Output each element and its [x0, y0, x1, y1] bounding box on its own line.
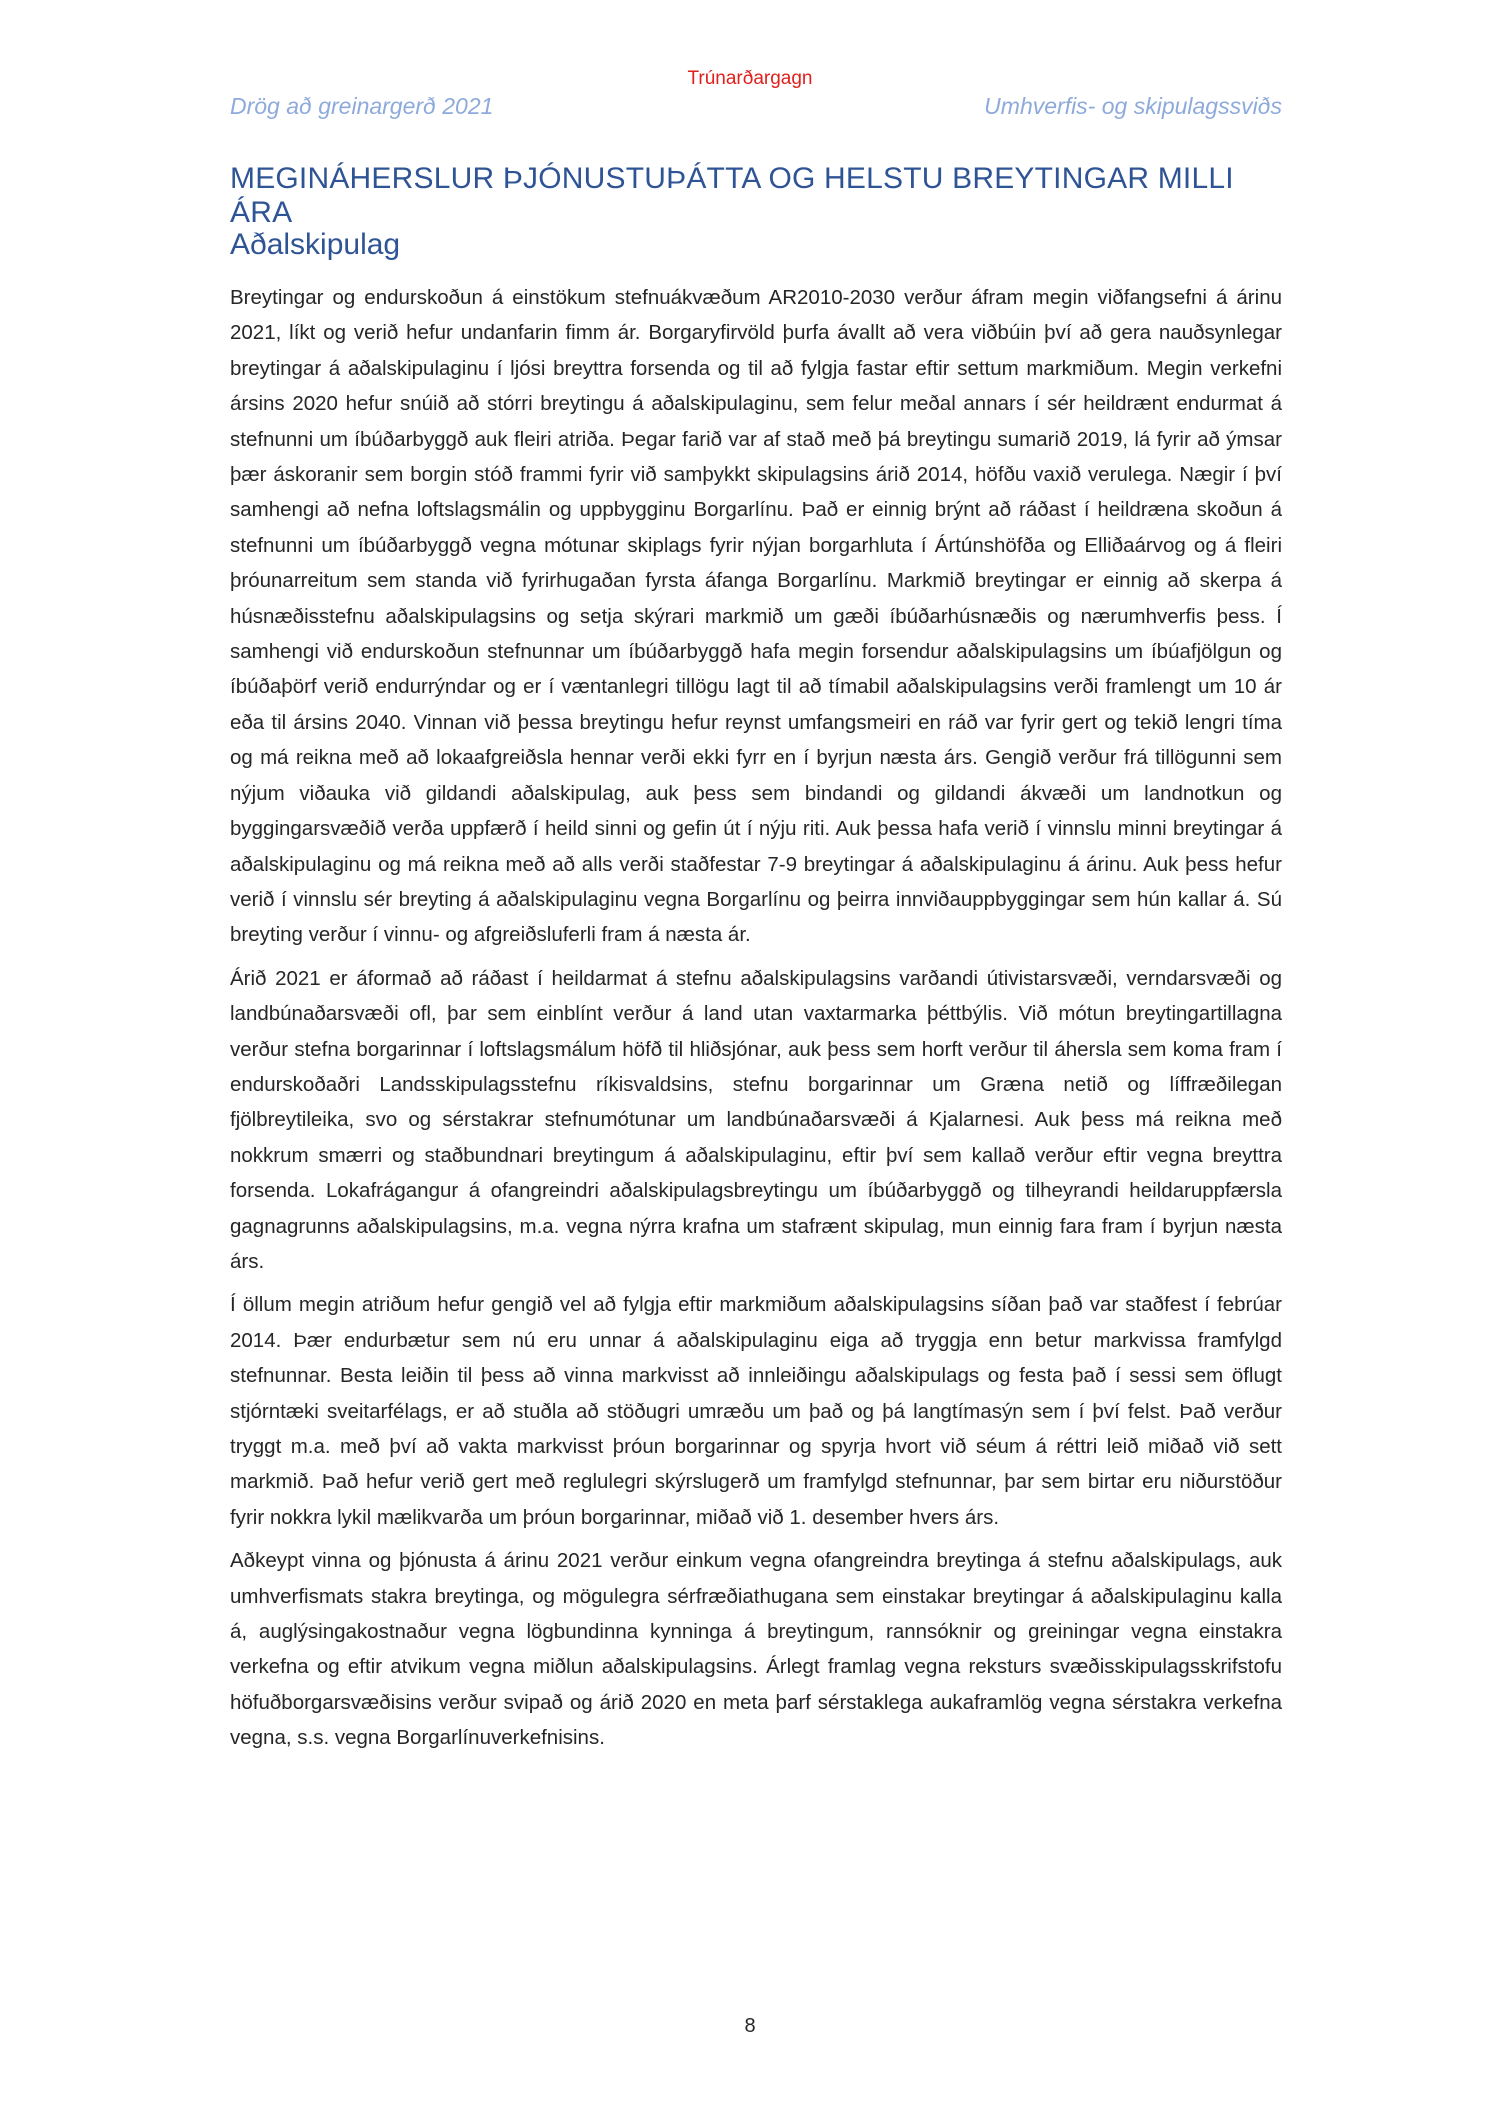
- header-department: Umhverfis- og skipulagssviðs: [984, 93, 1282, 119]
- section-body: [230, 280, 1282, 1764]
- paragraph: Í öllum megin atriðum hefur gengið vel að fylgja eftir markmiðum aðalskipulagsins síðan það var staðfest í febrúar 2014. Þær endurbætur sem nú eru unnar á aðalskipulaginu eiga að tryggja enn betur markvissa framfylgd stefnunnar. Besta leiðin til þess að vinna markvisst að innleiðingu aðalskipulags og festa það í sessi sem öflugt stjórntæki sveitarfélags, er að stuðla að stöðugri umræðu um það og þá langtímasýn sem í því felst. Það verður tryggt m.a. með því að vakta markvisst þróun borgarinnar og spyrja hvort við séum á réttri leið miðað við sett markmið. Það hefur verið gert með reglulegri skýrslugerð um framfylgd stefnunnar, þar sem birtar eru niðurstöður fyrir nokkra lykil mælikvarða um þróun borgarinnar, miðað við 1. desember hvers árs.: [230, 1293, 1282, 1529]
- header-document-title: Drög að greinargerð 2021: [230, 93, 494, 119]
- section-heading: Aðalskipulag: [230, 228, 401, 261]
- main-heading: MEGINÁHERSLUR ÞJÓNUSTUÞÁTTA OG HELSTU BREYTINGAR MILLI ÁRA: [230, 162, 1234, 229]
- confidential-label: Trúnarðargagn: [687, 68, 813, 89]
- paragraph: Árið 2021 er áformað að ráðast í heildarmat á stefnu aðalskipulagsins varðandi útivistarsvæði, verndarsvæði og landbúnaðarsvæði ofl, þar sem einblínt verður á land utan vaxtarmarka þéttbýlis. Við mótun breytingartillagna verður stefna borgarinnar í loftslagsmálum höfð til hliðsjónar, auk þess sem horft verður til áhersla sem koma fram í endurskoðaðri Landsskipulagsstefnu ríkisvaldsins, stefnu borgarinnar um Græna netið og líffræðilegan fjölbreytileika, svo og sérstakrar stefnumótunar um landbúnaðarsvæði á Kjalarnesi. Auk þess má reikna með nokkrum smærri og staðbundnari breytingum á aðalskipulaginu, eftir því sem kallað verður eftir vegna breyttra forsenda. Lokafrágangur á ofangreindri aðalskipulagsbreytingu um íbúðarbyggð og tilheyrandi heildaruppfærsla gagnagrunns aðalskipulagsins, m.a. vegna nýrra krafna um stafrænt skipulag, mun einnig fara fram í byrjun næsta árs.: [230, 966, 1282, 1273]
- paragraph: Aðkeypt vinna og þjónusta á árinu 2021 verður einkum vegna ofangreindra breytinga á stefnu aðalskipulags, auk umhverfismats stakra breytinga, og mögulegra sérfræðiathugana sem einstakar breytingar á aðalskipulaginu kalla á, auglýsingakostnaður vegna lögbundinna kynninga á breytingum, rannsóknir og greiningar vegna einstakra verkefna og eftir atvikum vegna miðlun aðalskipulagsins. Árlegt framlag vegna reksturs svæðisskipulagsskrifstofu höfuðborgarsvæðisins verður svipað og árið 2020 en meta þarf sérstaklega aukaframlög vegna sérstakra verkefna vegna, s.s. vegna Borgarlínuverkefnisins.: [230, 1549, 1282, 1750]
- paragraph: Breytingar og endurskoðun á einstökum stefnuákvæðum AR2010-2030 verður áfram megin viðfangsefni á árinu 2021, líkt og verið hefur undanfarin fimm ár. Borgaryfirvöld þurfa ávallt að vera viðbúin því að gera nauðsynlegar breytingar á aðalskipulaginu í ljósi breyttra forsenda og til að fylgja fastar eftir settum markmiðum. Megin verkefni ársins 2020 hefur snúið að stórri breytingu á aðalskipulaginu, sem felur meðal annars í sér heildrænt endurmat á stefnunni um íbúðarbyggð auk fleiri atriða. Þegar farið var af stað með þá breytingu sumarið 2019, lá fyrir að ýmsar þær áskoranir sem borgin stóð frammi fyrir við samþykkt skipulagsins árið 2014, höfðu vaxið verulega. Nægir í því samhengi að nefna loftslagsmálin og uppbygginu Borgarlínu. Það er einnig brýnt að ráðast í heildræna skoðun á stefnunni um íbúðarbyggð vegna mótunar skiplags fyrir nýjan borgarhluta í Ártúnshöfða og Elliðaárvog og á fleiri þróunarreitum sem standa við fyrirhugaðan fyrsta áfanga Borgarlínu. Markmið breytingar er einnig að skerpa á húsnæðisstefnu aðalskipulagsins og setja skýrari markmið um gæði íbúðarhúsnæðis og nærumhverfis þess. Í samhengi við endurskoðun stefnunnar um íbúðarbyggð hafa megin forsendur aðalskipulagsins um íbúafjölgun og íbúðaþörf verið endurrýndar og er í væntanlegri tillögu lagt til að tímabil aðalskipulagsins verði framlengt um 10 ár eða til ársins 2040. Vinnan við þessa breytingu hefur reynst umfangsmeiri en ráð var fyrir gert og tekið lengri tíma og má reikna með að lokaafgreiðsla hennar verði ekki fyrr en í byrjun næsta árs. Gengið verður frá tillögunni sem nýjum viðauka við gildandi aðalskipulag, auk þess sem bindandi og gildandi ákvæði um landnotkun og byggingarsvæðið verða uppfærð í heild sinni og gefin út í nýju riti. Auk þessa hafa verið í vinnslu minni breytingar á aðalskipulaginu og má reikna með að alls verði staðfestar 7-9 breytingar á aðalskipulaginu á árinu. Auk þess hefur verið í vinnslu sér breyting á aðalskipulaginu vegna Borgarlínu og þeirra innviðauppbyggingar sem hún kallar á. Sú breyting verður í vinnu- og afgreiðsluferli fram á næsta ár.: [230, 286, 1282, 947]
- page-number: 8: [744, 2015, 756, 2037]
